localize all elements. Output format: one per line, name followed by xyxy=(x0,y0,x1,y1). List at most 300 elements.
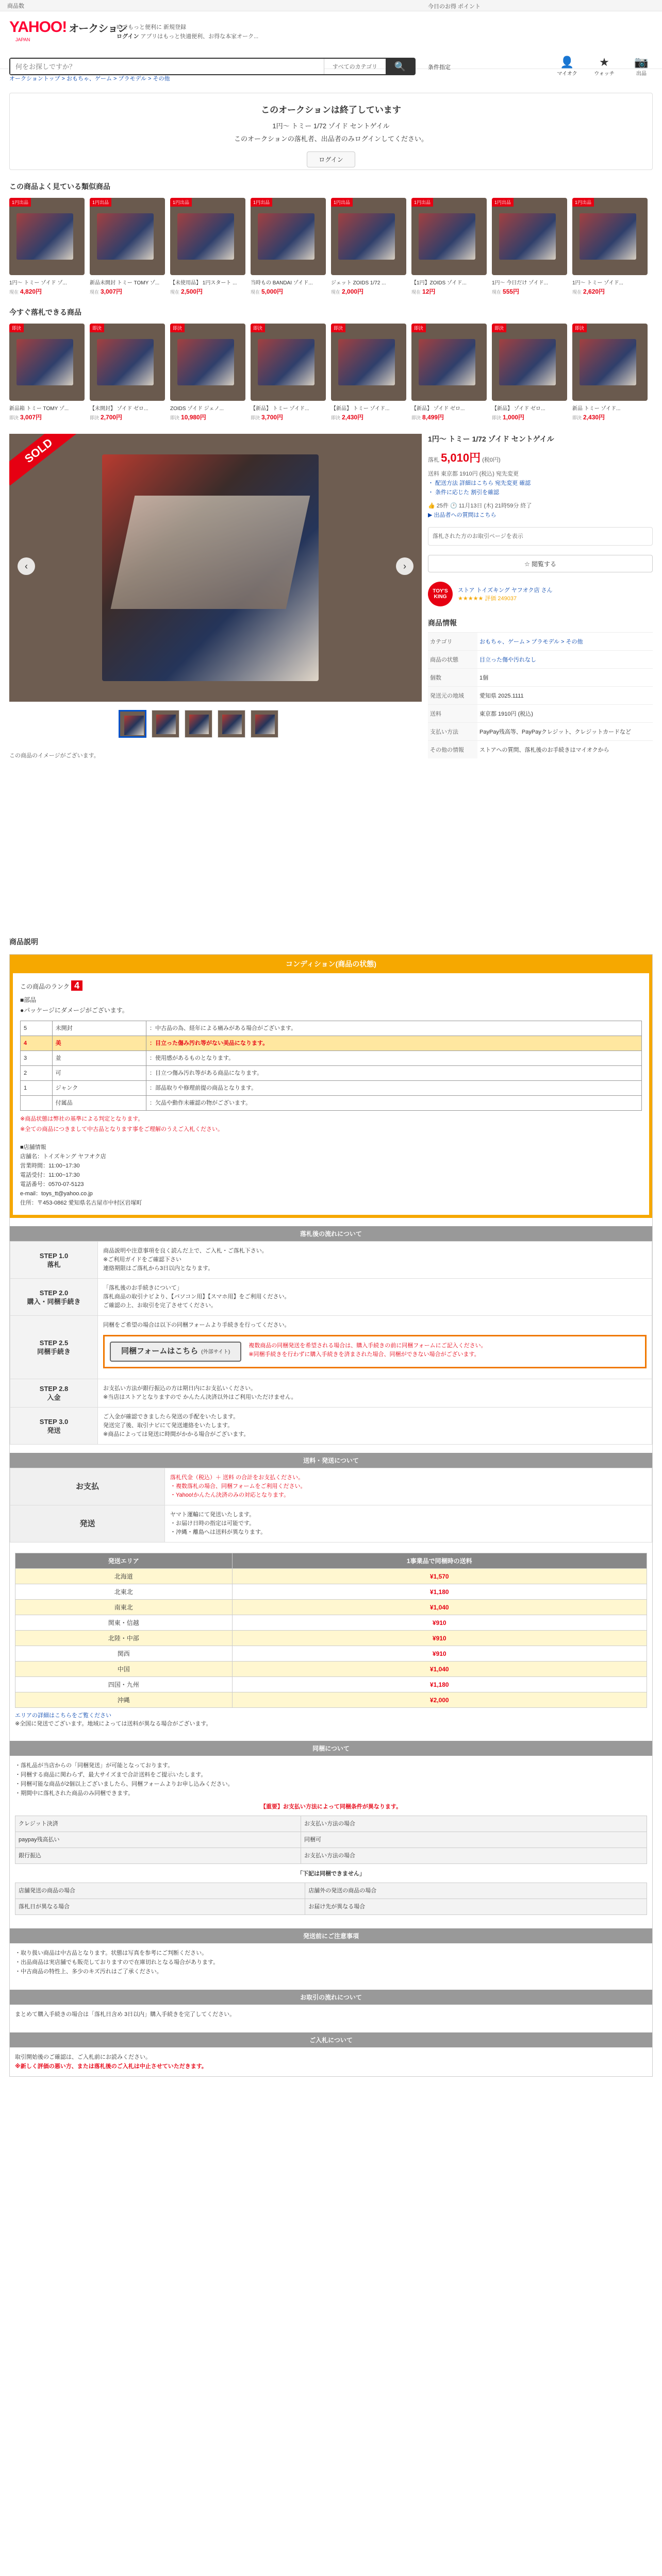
header-icon-label: 出品 xyxy=(636,71,647,77)
grid-row xyxy=(15,1848,647,1864)
info-row xyxy=(428,723,653,741)
product-price: 即決 2,700円 xyxy=(90,414,123,421)
price-label: 即決 xyxy=(572,415,582,420)
product-thumb xyxy=(9,324,85,401)
product-card[interactable] xyxy=(9,324,85,421)
grid-row xyxy=(15,1816,647,1832)
condition-grade: ジャンク xyxy=(52,1081,146,1096)
seller-avatar[interactable]: TOY'S KING xyxy=(428,582,453,606)
ship-price: ¥1,180 xyxy=(232,1677,647,1692)
shop-line: 住所：〒453-0862 愛知県名古屋市中村区岩塚町 xyxy=(20,1200,142,1206)
info-key: 個数 xyxy=(428,669,477,687)
product-card[interactable] xyxy=(251,324,326,421)
condition-link[interactable]: 条件指定 xyxy=(428,64,451,71)
product-image-detail xyxy=(111,496,310,609)
product-title: 1円～ 今日だけ ゾイド... xyxy=(492,280,548,286)
next-arrow-icon[interactable]: › xyxy=(396,557,413,575)
ship-note-line: ・取り扱い商品は中古品となります。状態は写真を参考にご判断ください。 xyxy=(15,1950,208,1956)
ship-area: 中国 xyxy=(15,1662,233,1677)
seller-info xyxy=(428,582,653,606)
ship-notes xyxy=(10,1943,652,1981)
ship-header-price: 1事業品で同梱時の送料 xyxy=(232,1553,647,1569)
description-title: 商品説明 xyxy=(9,938,38,946)
grid-cell: paypay残高払い xyxy=(15,1832,301,1848)
product-price: 現在 2,500円 xyxy=(170,288,203,295)
ship-header-area: 発送エリア xyxy=(15,1553,233,1569)
condition-rank-num: 5 xyxy=(21,1021,53,1036)
login-button[interactable]: ログイン xyxy=(307,151,355,167)
doukon-button[interactable]: 同梱フォームはこちら (外部サイト) xyxy=(110,1342,241,1362)
thumbnail[interactable] xyxy=(152,710,179,738)
info-row xyxy=(428,651,653,669)
product-card[interactable] xyxy=(411,198,487,296)
info-key: 送料 xyxy=(428,705,477,723)
product-thumb xyxy=(572,198,648,275)
ship-area: 南東北 xyxy=(15,1600,233,1615)
thumbnails xyxy=(119,710,278,738)
shop-line: 店舗名：トイズキング ヤフオク店 xyxy=(20,1154,106,1160)
rec-title: この商品よく見ている類似商品 xyxy=(9,182,110,191)
price-label: 即決 xyxy=(492,415,502,420)
price-label: 即決 xyxy=(170,415,180,420)
condition-row xyxy=(21,1036,642,1051)
header-message: IDでもっと便利に 新規登録 ログイン アプリはもっと快適便利、お得な本家オーク... xyxy=(117,23,258,41)
prev-arrow-icon[interactable]: ‹ xyxy=(18,557,35,575)
flow-text: 商品説明や注意事項を良く読んだ上で、ご入札・ご落札下さい。 ※ご利用ガイドをご確認下さい 連絡期限はご落札から3日以内となります。 xyxy=(98,1242,652,1279)
condition-desc: ：中古品の為、経年による痛みがある場合がございます。 xyxy=(146,1021,641,1036)
flow-text: お支払い方法が銀行振込の方は期日内にお支払いください。 ※当店はストアとなりますので かんたん決済以外はご利用いただけません。 xyxy=(98,1379,652,1408)
now-title: 今すぐ落札できる商品 xyxy=(9,308,81,316)
product-tag: 1円出品 xyxy=(170,198,192,207)
info-row xyxy=(428,633,653,651)
flow-text: 「落札後のお手続きについて」 落札商品の取引ナビより、【パソコン用】【スマホ用】をご利用ください。 ご確認の上、お取引を完了させてください。 xyxy=(98,1279,652,1316)
ended-title: このオークションは終了しています xyxy=(261,105,401,115)
thumbnail[interactable] xyxy=(119,710,146,738)
ship-area: 沖縄 xyxy=(15,1692,233,1708)
grid-cell: お支払い方法の場合 xyxy=(301,1848,647,1864)
search-icon: 🔍 xyxy=(394,61,406,72)
ship-row xyxy=(15,1677,647,1692)
condition-row xyxy=(21,1021,642,1036)
product-thumb xyxy=(90,198,165,275)
header-icon-出品[interactable] xyxy=(630,56,653,77)
condition-header: コンディション(商品の状態) xyxy=(10,955,652,973)
info-key: 発送元の地域 xyxy=(428,687,477,705)
product-card[interactable] xyxy=(492,324,567,421)
contact-bar: お取引の流れについて xyxy=(10,1990,652,2005)
product-tag: 即決 xyxy=(90,324,104,332)
contact-notes xyxy=(10,2005,652,2024)
condition-row xyxy=(21,1051,642,1066)
info-key: 商品の状態 xyxy=(428,651,477,669)
shipping-info: 送料 東京都 1910円 (税込) 宛先変更 ・ 配送方法 詳細はこちら 宛先変更 確認 ・ 条件に応じた 割引を確認 xyxy=(428,471,531,496)
shop-line: e-mail：toys_tt@yahoo.co.jp xyxy=(20,1191,93,1197)
price-label: 現在 xyxy=(572,290,582,295)
header-icon-label: マイオク xyxy=(557,71,577,77)
doukon-text: 複数商品の同梱発送を希望される場合は、購入手続きの前に同梱フォームにご記入ください。 ※同梱手続きを行わずに購入手続きを済まされた場合、同梱ができない場合がございます。 xyxy=(249,1343,487,1358)
ship-note-line: ・出品商品は実店舗でも販売しておりますので在庫切れとなる場合があります。 xyxy=(15,1959,219,1965)
ship-price: ¥2,000 xyxy=(232,1692,647,1708)
price-label: 即決 xyxy=(411,415,421,420)
ship-row xyxy=(15,1646,647,1662)
product-price: 現在 5,000円 xyxy=(251,288,284,295)
product-card[interactable] xyxy=(90,198,165,296)
price-label: 即決 xyxy=(251,415,260,420)
item-title: 1円～ トミー 1/72 ゾイド セントゲイル xyxy=(428,435,554,443)
product-title: 【新品】 ゾイド ゼロ... xyxy=(411,406,465,412)
combine-notes: ・落札品が当店からの「同梱発送」が可能となっております。 ・同梱する商品に関わらず、最大サイズまで合計送料をご提示いたします。 ・同梱可能な商品が2個以上ございましたら、同梱フォームよりお申し込みください。 ・期間中に落札された商品のみ同梱できます。 【重要】お支払い方法によって同梱条件が異なります。 クレジット決済 お支払い方法の場合 paypay残高払い 同梱可 銀行振込 お支払い方法の場合 「下記は同梱できません」 店舗発送の商品の場合 店舗外の発送の商品の場合 落札日が異なる場合 お届け先が異なる場合 xyxy=(10,1756,652,1920)
ship-row xyxy=(15,1631,647,1646)
product-thumb xyxy=(492,198,567,275)
product-thumb xyxy=(170,198,245,275)
ship-price: ¥1,180 xyxy=(232,1584,647,1600)
flow-step: STEP 2.0 購入・同梱手続き xyxy=(10,1279,98,1316)
product-price: 即決 3,700円 xyxy=(251,414,284,421)
price-label: 現在 xyxy=(90,290,100,295)
info-row xyxy=(428,741,653,759)
price: 5,010円 xyxy=(441,451,481,464)
caution-notes: 取引開始後のご確認は、ご入札前にお読みください。 ※新しく評価の悪い方、または落札後のご入札は中止させていただきます。 xyxy=(10,2047,652,2076)
price-label: 即決 xyxy=(9,415,19,420)
ship-area: 関東・信越 xyxy=(15,1615,233,1631)
flow-bar: 落札後の流れについて xyxy=(10,1226,652,1241)
product-price: 現在 2,620円 xyxy=(572,288,605,295)
product-card[interactable] xyxy=(170,324,245,421)
product-title: 【未使用品】 1円スタート ... xyxy=(170,280,237,286)
contact-line: まとめて購入手続きの場合は「落札日含め 3日以内」購入手続きを完了してください。 xyxy=(15,2011,236,2018)
grid-cell: 店舗発送の商品の場合 xyxy=(15,1883,305,1899)
price-label: 現在 xyxy=(9,290,19,295)
now-carousel xyxy=(0,324,662,421)
condition-row xyxy=(21,1096,642,1111)
condition-grade: 可 xyxy=(52,1066,146,1081)
product-title: ジェット ZOIDS 1/72 ... xyxy=(331,280,386,286)
ship-row xyxy=(15,1600,647,1615)
grid-cell: 落札日が異なる場合 xyxy=(15,1899,305,1915)
info-value: 1個 xyxy=(477,669,653,687)
combine-line: ・同梱可能な商品が2個以上ございましたら、同梱フォームよりお申し込みください。 xyxy=(15,1781,234,1787)
ship-header-row xyxy=(15,1553,647,1569)
product-thumb xyxy=(411,198,487,275)
price-box: 落札 5,010円 (税0円) xyxy=(428,451,501,464)
top-strip-right[interactable]: 今日のお得 ポイント xyxy=(428,4,481,10)
header-icon-マイオク[interactable] xyxy=(556,56,578,77)
flow-row xyxy=(10,1408,652,1445)
product-tag: 即決 xyxy=(331,324,345,332)
product-card[interactable] xyxy=(492,198,567,296)
product-card[interactable] xyxy=(90,324,165,421)
shop-info xyxy=(20,1143,642,1208)
ship-area: 四国・九州 xyxy=(15,1677,233,1692)
product-price: 即決 3,007円 xyxy=(9,414,42,421)
product-tag: 1円出品 xyxy=(90,198,111,207)
header-glyph-icon: 📷 xyxy=(634,56,649,69)
product-title: 【未開封】 ゾイド ゼロ... xyxy=(90,406,148,412)
product-price: 現在 555円 xyxy=(492,288,520,295)
ship-price: ¥910 xyxy=(232,1646,647,1662)
combine-line: ・落札品が当店からの「同梱発送」が可能となっております。 xyxy=(15,1762,174,1769)
ship-row xyxy=(15,1569,647,1584)
product-price: 即決 2,430円 xyxy=(331,414,364,421)
grid-row xyxy=(15,1883,647,1899)
product-thumb xyxy=(90,324,165,401)
caution-line: 取引開始後のご確認は、ご入札前にお読みください。 xyxy=(15,2054,151,2060)
info-value[interactable]: おもちゃ、ゲーム > プラモデル > その他 xyxy=(477,633,653,651)
image-gallery[interactable] xyxy=(9,434,422,702)
product-tag: 1円出品 xyxy=(572,198,594,207)
product-title: ZOIDS ゾイド ジェノ... xyxy=(170,406,224,412)
price-label: 現在 xyxy=(331,290,341,295)
product-title: 当時もの BANDAI ゾイド... xyxy=(251,280,313,286)
product-price: 現在 4,820円 xyxy=(9,288,42,295)
auction-ended-box xyxy=(9,93,653,170)
header-icon-label: ウォッチ xyxy=(594,71,615,77)
product-thumb xyxy=(170,324,245,401)
doukon-external: (外部サイト) xyxy=(201,1349,230,1355)
thumbnail[interactable] xyxy=(251,710,278,738)
item-info xyxy=(428,618,653,758)
condition-rank: 4 xyxy=(71,980,82,991)
shop-line: ■店舗情報 xyxy=(20,1144,46,1150)
item-info-title: 商品情報 xyxy=(428,619,457,627)
product-tag: 1円出品 xyxy=(251,198,272,207)
sold-ribbon: SOLD xyxy=(9,434,79,485)
product-title: 新品箱 トミー TOMY ゾ... xyxy=(9,406,69,412)
product-price: 現在 3,007円 xyxy=(90,288,123,295)
condition-table xyxy=(20,1021,642,1111)
grid-cell: お支払い方法の場合 xyxy=(301,1816,647,1832)
product-price: 即決 2,430円 xyxy=(572,414,605,421)
flow-row xyxy=(10,1316,652,1379)
rec-carousel xyxy=(0,198,662,296)
header-icons xyxy=(556,56,653,77)
flow-table xyxy=(10,1241,652,1445)
condition-grade: 未開封 xyxy=(52,1021,146,1036)
condition-rank-num: 2 xyxy=(21,1066,53,1081)
grid-cell: クレジット決済 xyxy=(15,1816,301,1832)
product-title: 1円～ トミー ゾイド ゾ... xyxy=(9,280,67,286)
product-price: 即決 8,499円 xyxy=(411,414,444,421)
product-thumb xyxy=(251,198,326,275)
image-note: この商品のイメージがございます。 xyxy=(9,753,100,759)
thumbnail[interactable] xyxy=(185,710,212,738)
ship-price: ¥910 xyxy=(232,1631,647,1646)
condition-desc: ：目立った傷み汚れ等がない美品になります。 xyxy=(146,1036,641,1051)
condition-row xyxy=(21,1081,642,1096)
info-row xyxy=(428,705,653,723)
condition-rank-num: 1 xyxy=(21,1081,53,1096)
ship-price: ¥1,040 xyxy=(232,1600,647,1615)
product-thumb xyxy=(251,324,326,401)
ship-row xyxy=(15,1584,647,1600)
flow-row xyxy=(10,1279,652,1316)
grid-row xyxy=(15,1899,647,1915)
category-select[interactable]: すべてのカテゴリ xyxy=(324,59,386,74)
product-thumb xyxy=(572,324,648,401)
product-title: 新品 トミー ゾイド... xyxy=(572,406,621,412)
product-thumb xyxy=(331,198,406,275)
header-icon-ウォッチ[interactable] xyxy=(593,56,616,77)
product-price: 現在 12円 xyxy=(411,288,436,295)
breadcrumb[interactable]: オークショントップ > おもちゃ、ゲーム > プラモデル > その他 xyxy=(9,76,170,82)
search-bar xyxy=(9,58,416,75)
info-key: 支払い方法 xyxy=(428,723,477,741)
condition-desc: ：欠品や動作未確認の物がございます。 xyxy=(146,1096,641,1111)
ship-note-line: ・中古商品の特性上、多少のキズ汚れはご了承ください。 xyxy=(15,1969,162,1975)
search-button[interactable] xyxy=(386,59,415,74)
ship-area: 北東北 xyxy=(15,1584,233,1600)
flow-step: STEP 2.8 入金 xyxy=(10,1379,98,1408)
ship-area: 関西 xyxy=(15,1646,233,1662)
combine-bar: 同梱について xyxy=(10,1741,652,1756)
combine-line: ・期間中に落札された商品のみ同梱できます。 xyxy=(15,1790,134,1797)
product-tag: 1円出品 xyxy=(492,198,514,207)
flow-text: ご入金が確認できましたら発送の手配をいたします。 発送完了後、取引ナビにて発送連絡をいたします。 ※商品によっては発送に時間がかかる場合がございます。 xyxy=(98,1408,652,1445)
product-card[interactable] xyxy=(572,198,648,296)
product-card[interactable] xyxy=(572,324,648,421)
grid-cell: お届け先が異なる場合 xyxy=(305,1899,647,1915)
info-key: その他の情報 xyxy=(428,741,477,759)
condition-grade: 付属品 xyxy=(52,1096,146,1111)
payment-table: お支払 落札代金（税込）＋ 送料 の合計をお支払ください。 ・複数落札の場合、同梱フォームをご利用ください。 ・Yahoo!かんたん決済のみの対応となります。 発送 ヤマト運輸にて発送いたします。 ・お届け日時の指定は可能です。 ・沖縄・離島へは送料が異なります。 xyxy=(10,1468,652,1543)
shop-line: 営業時間：11:00~17:30 xyxy=(20,1163,80,1169)
product-card[interactable] xyxy=(251,198,326,296)
seller-rating: ★★★★★ 評価 249037 xyxy=(458,596,517,602)
search-input[interactable] xyxy=(10,59,324,74)
seller-name[interactable]: ストア トイズキング ヤフオク店 さん xyxy=(458,587,553,594)
product-tag: 即決 xyxy=(411,324,426,332)
ship-area: 北陸・中部 xyxy=(15,1631,233,1646)
area-link[interactable]: エリアの詳細はこちらをご覧ください xyxy=(15,1713,111,1719)
product-tag: 即決 xyxy=(9,324,24,332)
ship-price: ¥1,570 xyxy=(232,1569,647,1584)
product-title: 【新品】 ゾイド ゼロ... xyxy=(492,406,545,412)
info-value: 愛知県 2025.1111 xyxy=(477,687,653,705)
condition-rank-num: 3 xyxy=(21,1051,53,1066)
header-glyph-icon: 👤 xyxy=(560,56,574,69)
price-label: 現在 xyxy=(170,290,180,295)
ship-row xyxy=(15,1692,647,1708)
price-label: 即決 xyxy=(331,415,341,420)
product-price: 即決 10,980円 xyxy=(170,414,206,421)
info-value: 東京都 1910円 (税込) xyxy=(477,705,653,723)
question-link[interactable]: ▶ 出品者への質問はこちら xyxy=(428,512,496,518)
grid-row xyxy=(15,1832,647,1848)
site-header xyxy=(0,11,662,77)
yahoo-logo[interactable]: YAHOO! オークション xyxy=(9,19,127,36)
product-thumb xyxy=(492,324,567,401)
info-value: PayPay残高等、PayPayクレジット、クレジットカードなど xyxy=(477,723,653,741)
condition-desc: ：部品取りや修理前提の商品となります。 xyxy=(146,1081,641,1096)
flow-step: STEP 3.0 発送 xyxy=(10,1408,98,1445)
watch-button[interactable]: ☆ 閲覧する xyxy=(428,555,653,572)
condition-grade: 美 xyxy=(52,1036,146,1051)
ended-item: 1円～ トミー 1/72 ゾイド セントゲイル xyxy=(272,122,390,130)
product-card[interactable] xyxy=(9,198,85,296)
product-price: 現在 2,000円 xyxy=(331,288,364,295)
payment-bar: 送料・発送について xyxy=(10,1453,652,1468)
ship-row xyxy=(15,1615,647,1631)
product-card[interactable] xyxy=(411,324,487,421)
flow-text: 同梱をご希望の場合は以下の同梱フォームより手続きを行ってください。 同梱フォームはこちら (外部サイト) 複数商品の同梱発送を希望される場合は、購入手続きの前に同梱フォームにご記入ください。 ※同梱手続きを行わずに購入手続きを済まされた場合、同梱ができない場合がございます。 xyxy=(98,1316,652,1379)
product-title: 【1円】ZOIDS ゾイド... xyxy=(411,280,467,286)
product-card[interactable] xyxy=(331,324,406,421)
product-title: 1円～ トミー ゾイド... xyxy=(572,280,623,286)
ship-price: ¥910 xyxy=(232,1615,647,1631)
product-card[interactable] xyxy=(170,198,245,296)
condition-desc: ：目立つ傷み汚れ等がある商品になります。 xyxy=(146,1066,641,1081)
shop-line: 電話受付：11:00~17:30 xyxy=(20,1172,80,1178)
combine-line: ・同梱する商品に関わらず、最大サイズまで合計送料をご提示いたします。 xyxy=(15,1772,207,1778)
top-strip-left: 商品数 xyxy=(7,3,24,9)
shop-line: 電話番号：0570-07-5123 xyxy=(20,1181,84,1188)
condition-rank-num xyxy=(21,1096,53,1111)
product-price: 即決 1,000円 xyxy=(492,414,525,421)
info-value: ストアへの質問、落札後のお手続きはマイオクから xyxy=(477,741,653,759)
condition-desc: ：使用感があるものとなります。 xyxy=(146,1051,641,1066)
shipping-table xyxy=(15,1553,647,1708)
grid-cell: 銀行振込 xyxy=(15,1848,301,1864)
item-summary xyxy=(428,434,653,758)
product-tag: 即決 xyxy=(170,324,185,332)
caution-bar: ご入札について xyxy=(10,2032,652,2047)
top-strip xyxy=(0,0,662,11)
price-label: 現在 xyxy=(251,290,260,295)
price-label: 現在 xyxy=(492,290,502,295)
condition-row xyxy=(21,1066,642,1081)
description: コンディション(商品の状態) この商品のランク 4 ■部品 ●パッケージにダメージがございます。 5 未開封 ：中古品の為、経年による痛みがある場合がございます。 4 美 ：目立った傷み汚れ等がない美品になります。 3 並 ：使用感があるものとなります。 2 可 ：目立つ傷み汚れ等がある商品になります。 1 ジャンク ：部品取りや修理前提の商品となります。 付属品 ：欠品や動作未確認の物がございます。 ※商品状態は弊社の基準による判定となります。 ※全ての商品につきまして中古品となります事をご理解のうえご入札ください。 ■店舗情報 店舗名：トイズキング ヤフオク店 営業時間：11:00~17:30 電話受付：11:00~17:30 電話番号：0570-07-5123 e-mail：toys_tt@yahoo.co.jp 住所：〒453-0862 愛知県名古屋市中村区岩塚町 落札後の流れについて STEP 1.0 落札 商品説明や注意事項を良く読んだ上で、ご入札・ご落札下さい。 ※ご利用ガイドをご確認下さい 連絡期限はご落札から3日以内となります。 STEP 2.0 購入・同梱手続き 「落札後のお手続きについて」 落札商品の取引ナビより、【パソコン用】【スマホ用】をご利用ください。 ご確認の上、お取引を完了させてください。 STEP 2.5 同梱手続き 同梱をご希望の場合は以下の同梱フォームより手続きを行ってください。 同梱フォームはこちら (外部サイト) 複数商品の同梱発送を希望される場合は、購入手続きの前に同梱フォームにご記入ください。 ※同梱手続きを行わずに購入手続きを済まされた場合、同梱ができない場合がございます。 STEP 2.8 入金 お支払い方法が銀行振込の方は期日内にお支払いください。 ※当店はストアとなりますので かんたん決済以外はご利用いただけません。 STEP 3.0 発送 ご入金が確認できましたら発送の手配をいたします。 発送完了後、取引ナビにて発送連絡をいたします。 ※商品によっては発送に時間がかかる場合がございます。 送料・発送について お支払 落札代金（税込）＋ 送料 の合計をお支払ください。 ・複数落札の場合、同梱フォームをご利用ください。 ・Yahoo!かんたん決済のみの対応となります。 発送 ヤマト運輸にて発送いたします。 ・お届け日時の指定は可能です。 ・沖縄・離島へは送料が異なります。 発送エリア 1事業品で同梱時の送料 北海道 ¥1,570 北東北 ¥1,180 南東北 ¥1,040 関東・信越 ¥910 北陸・中部 ¥910 関西 ¥910 中国 ¥1,040 四国・九州 ¥1,180 沖縄 ¥2,000 エリアの詳細はこちらをご覧ください ※全国に発送でございます。地域によっては送料が異なる場合がございます。 同梱について ・落札品が当店からの「同梱発送」が可能となっております。 ・同梱する商品に関わらず、最大サイズまで合計送料をご提示いたします。 ・同梱可能な商品が2個以上ございましたら、同梱フォームよりお申し込みください。 ・期間中に落札された商品のみ同梱できます。 【重要】お支払い方法によって同梱条件が異なります。 クレジット決済 お支払い方法の場合 paypay残高払い 同梱可 銀行振込 お支払い方法の場合 「下記は同梱できません」 店舗発送の商品の場合 店舗外の発送の商品の場合 落札日が異なる場合 お届け先が異なる場合 発送前にご注意事項 ・取り扱い商品は中古品となります。状態は写真を参考にご判断ください。 ・出品商品は実店舗でも販売しておりますので在庫切れとなる場合があります。 ・中古商品の特性上、多少のキズ汚れはご了承ください。 お取引の流れについて まとめて購入手続きの場合は「落札日含め 3日以内」購入手続きを完了してください。 ご入札について 取引開始後のご確認は、ご入札前にお読みください。 ※新しく評価の悪い方、または落札後のご入札は中止させていただきます。 xyxy=(9,954,653,2077)
flow-row xyxy=(10,1379,652,1408)
info-value[interactable]: 目立った傷や汚れなし xyxy=(477,651,653,669)
product-tag: 即決 xyxy=(251,324,265,332)
register-link[interactable]: IDでもっと便利に 新規登録 xyxy=(117,24,187,30)
product-tag: 1円出品 xyxy=(9,198,31,207)
product-tag: 1円出品 xyxy=(411,198,433,207)
condition-grade: 並 xyxy=(52,1051,146,1066)
product-tag: 1円出品 xyxy=(331,198,353,207)
bid-meta: 👍 25件 🕐 11月13日 (木) 21時59分 終了 ▶ 出品者への質問はこちら xyxy=(428,501,653,520)
product-thumb xyxy=(331,324,406,401)
product-title: 【新品】 トミー ゾイド... xyxy=(251,406,309,412)
product-card[interactable] xyxy=(331,198,406,296)
ship-area: 北海道 xyxy=(15,1569,233,1584)
flow-step: STEP 1.0 落札 xyxy=(10,1242,98,1279)
flow-row xyxy=(10,1242,652,1279)
price-label: 現在 xyxy=(411,290,421,295)
product-thumb xyxy=(9,198,85,275)
login-link[interactable]: ログイン xyxy=(117,33,139,40)
ship-price: ¥1,040 xyxy=(232,1662,647,1677)
grid-cell: 店舗外の発送の商品の場合 xyxy=(305,1883,647,1899)
transaction-notice[interactable]: 落札された方のお取引ページを表示 xyxy=(428,527,653,546)
doukon-box xyxy=(103,1335,647,1368)
info-row xyxy=(428,687,653,705)
grid-cell: 同梱可 xyxy=(301,1832,647,1848)
thumbnail[interactable] xyxy=(218,710,245,738)
item-main xyxy=(0,421,662,931)
condition-rank-num: 4 xyxy=(21,1036,53,1051)
product-title: 【新品】 トミー ゾイド... xyxy=(331,406,390,412)
flow-step: STEP 2.5 同梱手続き xyxy=(10,1316,98,1379)
product-thumb xyxy=(411,324,487,401)
product-title: 新品未開封 トミー TOMY ゾ... xyxy=(90,280,160,286)
product-tag: 即決 xyxy=(572,324,587,332)
info-key: カテゴリ xyxy=(428,633,477,651)
ended-note: このオークションの落札者、出品者のみログインしてください。 xyxy=(234,135,428,143)
ship-row xyxy=(15,1662,647,1677)
header-glyph-icon: ★ xyxy=(599,56,609,69)
info-row xyxy=(428,669,653,687)
